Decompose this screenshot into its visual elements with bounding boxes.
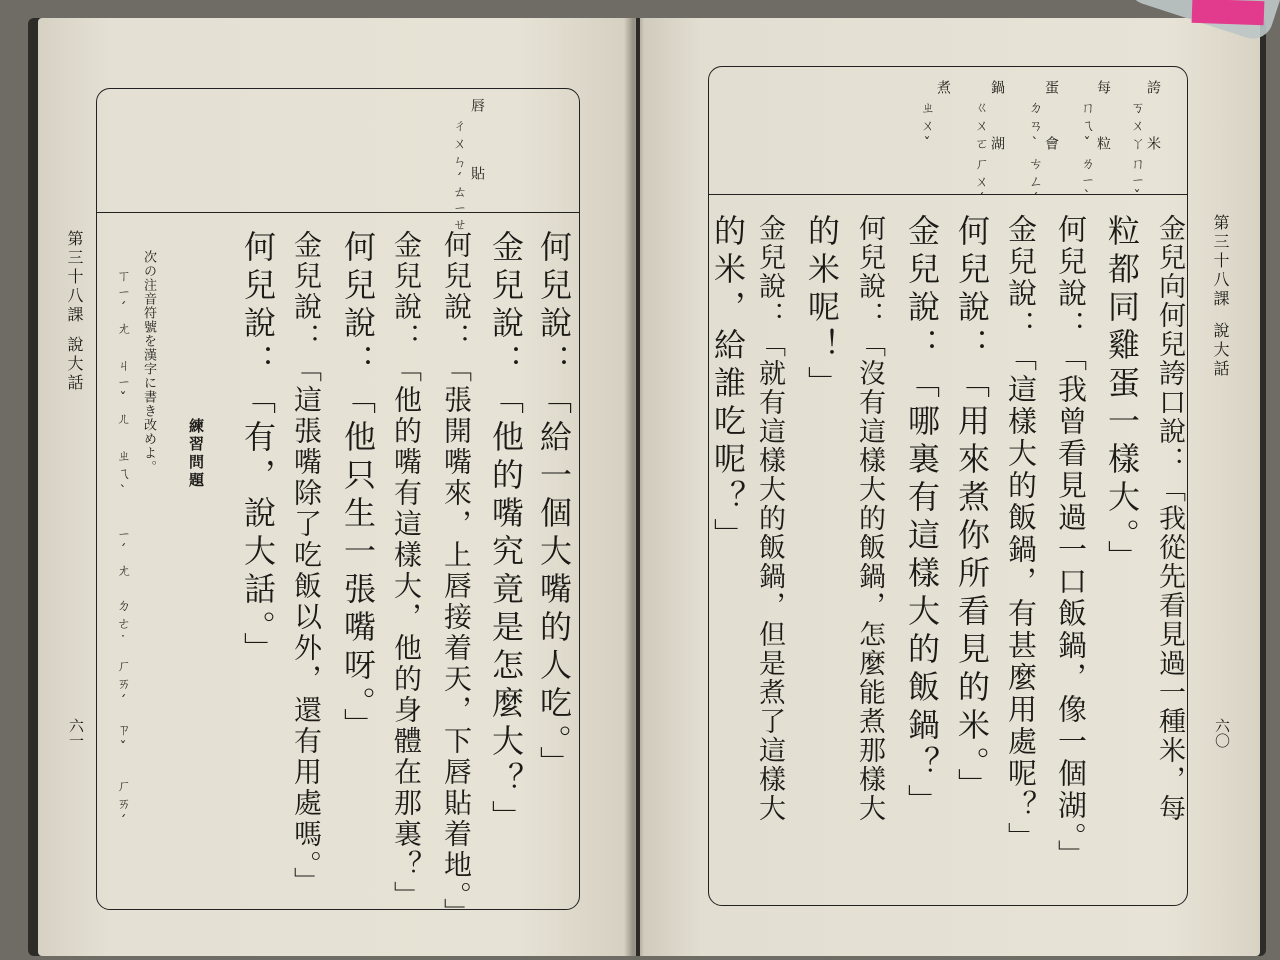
right-glossary-bopomofo-5: ㄓㄨˇ: [919, 100, 935, 156]
right-glossary-bopomofo-4: ㄍㄨㄛ: [973, 100, 989, 154]
left-page: [38, 18, 636, 956]
left-dialogue-line-3: 何兒說：「張開嘴來，上唇接着天，下唇貼着地。」: [440, 230, 473, 929]
exercise-item-2: ㄐㄧˇㄦ: [115, 358, 131, 430]
right-glossary-bopomofo-1: ㄎㄨㄚ: [1129, 100, 1145, 154]
right-dialogue-line-6: 金兒說：「哪裏有這樣大的飯鍋？」: [903, 214, 941, 822]
left-dialogue-line-5: 何兒說：「他只生一張嘴呀。」: [339, 230, 377, 746]
right-glossary-word-5: 煮: [935, 80, 951, 96]
exercise-item-8: ㄏㄞˊ: [115, 778, 131, 834]
right-glossary-word-9: 湖: [989, 136, 1005, 152]
right-glossary-word-3: 蛋: [1043, 80, 1059, 96]
right-glossary-bopomofo-8: ㄘㄥˊ: [1027, 156, 1043, 212]
right-dialogue-line-3: 何兒說：「我曾看見過一口飯鍋，像一個湖。」: [1054, 214, 1088, 872]
right-glossary-word-6: 米: [1145, 136, 1161, 152]
right-dialogue-line-4: 金兒說：「這樣大的飯鍋，有甚麼用處呢？」: [1004, 214, 1038, 854]
left-glossary-word-1: 唇: [469, 98, 485, 114]
left-page-number: 六一: [67, 718, 85, 748]
book-gutter: [624, 18, 644, 956]
left-dialogue-line-2: 金兒說：「他的嘴究竟是怎麼大？」: [487, 230, 525, 838]
left-glossary-word-2: 貼: [469, 166, 485, 182]
right-glossary-divider: [708, 194, 1188, 195]
right-page-number: 六〇: [1213, 718, 1231, 748]
right-glossary-word-7: 粒: [1095, 136, 1111, 152]
right-page: [640, 18, 1260, 956]
right-glossary-word-4: 鍋: [989, 80, 1005, 96]
right-dialogue-line-9: 金兒說：「就有這樣大的飯鍋，但是煮了這樣大: [754, 214, 785, 823]
right-glossary-word-1: 誇: [1145, 80, 1161, 96]
left-glossary-bopomofo-2: ㄊㄧㄝ: [451, 184, 467, 236]
exercise-item-4: ㄧˊㄤ: [115, 528, 131, 582]
left-glossary-divider: [96, 212, 580, 213]
right-dialogue-line-8: 的米呢！」: [803, 214, 841, 404]
right-glossary-bopomofo-6: ㄇㄧˇ: [1129, 156, 1145, 210]
right-glossary-bopomofo-3: ㄉㄢˋ: [1027, 100, 1043, 156]
left-running-head-title: 說大話: [65, 336, 84, 393]
right-glossary-bopomofo-2: ㄇㄟˇ: [1079, 100, 1095, 156]
exercise-item-6: ㄏㄞˊ: [115, 658, 131, 714]
open-book: [28, 18, 1266, 956]
left-dialogue-line-6: 金兒說：「這張嘴除了吃飯以外，還有用處嗎。」: [290, 230, 323, 898]
exercise-instruction: 次の注音符號を漢字に書き改めよ。: [141, 250, 156, 474]
right-glossary-bopomofo-7: ㄌㄧˋ: [1079, 156, 1095, 210]
exercise-item-7: ㄗˇ: [115, 722, 131, 760]
right-glossary-word-8: 會: [1043, 136, 1059, 152]
pink-bookmark-tab: [1192, 0, 1265, 25]
right-glossary-bopomofo-9: ㄏㄨˊ: [973, 156, 989, 212]
right-dialogue-line-1: 金兒向何兒誇口說：「我從先看見過一種米，每: [1154, 214, 1185, 823]
exercise-item-1: ㄒㄧˊㄤ: [115, 268, 131, 340]
right-running-head-lesson: 第三十八課: [1211, 214, 1230, 309]
exercise-item-5: ㄉㄜ˙: [115, 598, 131, 654]
left-dialogue-line-7: 何兒說：「有，說大話。」: [239, 230, 277, 670]
right-glossary-word-2: 每: [1095, 80, 1111, 96]
left-glossary-bopomofo-1: ㄔㄨㄣˊ: [451, 118, 467, 192]
right-dialogue-line-2: 粒都同雞蛋一樣大。」: [1103, 214, 1141, 578]
right-dialogue-line-5: 何兒說：「用來煮你所看見的米。」: [953, 214, 991, 806]
left-dialogue-line-4: 金兒說：「他的嘴有這樣大，他的身體在那裏？」: [390, 230, 423, 912]
right-dialogue-line-7: 何兒說：「沒有這樣大的飯鍋，怎麼能煮那樣大: [854, 214, 885, 823]
right-running-head-title: 說大話: [1211, 322, 1230, 379]
exercise-item-3: ㄓㄟˋ: [115, 448, 131, 504]
exercise-title: 練習問題: [187, 418, 205, 490]
left-running-head-lesson: 第三十八課: [65, 230, 84, 325]
left-dialogue-line-1: 何兒說：「給一個大嘴的人吃。」: [535, 230, 573, 784]
right-dialogue-line-10: 的米，給誰吃呢？」: [709, 214, 747, 556]
